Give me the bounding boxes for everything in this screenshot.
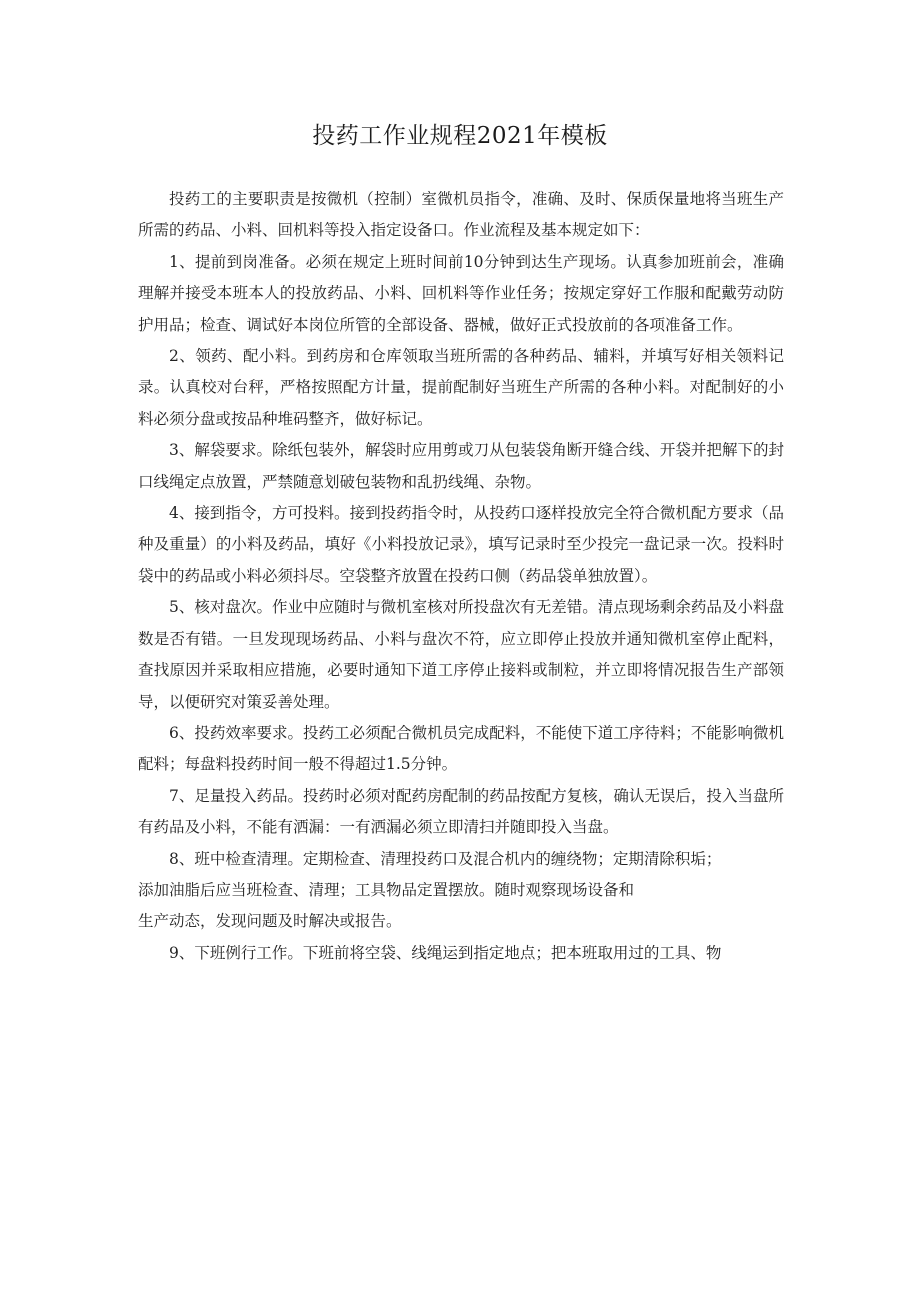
document-title: 投药工作业规程2021年模板 xyxy=(312,123,608,149)
item-8-line-3: 生产动态，发现问题及时解决或报告。 xyxy=(138,912,402,931)
item-7-paragraph: 7、足量投入药品。投药时必须对配药房配制的药品按配方复核，确认无误后，投入当盘所有药品及小料，不能有洒漏：一有洒漏必须立即清扫并随即投入当盘。 xyxy=(138,786,784,837)
item-8-line-1: 8、班中检查清理。定期检查、清理投药口及混合机内的缠绕物；定期清除积垢； xyxy=(169,849,722,868)
item-1-paragraph: 1、提前到岗准备。必须在规定上班时间前10分钟到达生产现场。认真参加班前会，准确理解并接受本班本人的投放药品、小料、回机料等作业任务；按规定穿好工作服和配戴劳动防护用品；检查、调试好本岗位所管的全部设备、器械，做好正式投放前的各项准备工作。 xyxy=(138,252,784,334)
item-9-paragraph: 9、下班例行工作。下班前将空袋、线绳运到指定地点；把本班取用过的工具、物 xyxy=(169,943,722,962)
intro-paragraph: 投药工的主要职责是按微机（控制）室微机员指令，准确、及时、保质保量地将当班生产所需的药品、小料、回机料等投入指定设备口。作业流程及基本规定如下： xyxy=(138,190,784,240)
item-3-paragraph: 3、解袋要求。除纸包装外，解袋时应用剪或刀从包装袋角断开缝合线、开袋并把解下的封口线绳定点放置，严禁随意划破包装物和乱扔线绳、杂物。 xyxy=(138,441,784,491)
item-8-paragraph xyxy=(138,844,784,938)
item-8-line-2: 添加油脂后应当班检查、清理；工具物品定置摆放。随时观察现场设备和 xyxy=(138,880,635,899)
document-body xyxy=(138,184,784,969)
item-6-paragraph: 6、投药效率要求。投药工必须配合微机员完成配料，不能使下道工序待料；不能影响微机配料；每盘料投药时间一般不得超过1.5分钟。 xyxy=(138,723,784,774)
item-2-paragraph: 2、领药、配小料。到药房和仓库领取当班所需的各种药品、辅料，并填写好相关领料记录。认真校对台秤，严格按照配方计量，提前配制好当班生产所需的各种小料。对配制好的小料必须分盘或按品种堆码整齐，做好标记。 xyxy=(138,347,784,428)
item-5-paragraph: 5、核对盘次。作业中应随时与微机室核对所投盘次有无差错。清点现场剩余药品及小料盘数是否有错。一旦发现现场药品、小料与盘次不符，应立即停止投放并通知微机室停止配料，查找原因并采取相应措施，必要时通知下道工序停止接料或制粒，并立即将情况报告生产部领导，以便研究对策妥善处理。 xyxy=(138,598,784,711)
item-4-paragraph: 4、接到指令，方可投料。接到投药指令时，从投药口逐样投放完全符合微机配方要求（品种及重量）的小料及药品，填好《小料投放记录》，填写记录时至少投完一盘记录一次。投料时袋中的药品或小料必须抖尽。空袋整齐放置在投药口侧（药品袋单独放置）。 xyxy=(138,504,784,585)
